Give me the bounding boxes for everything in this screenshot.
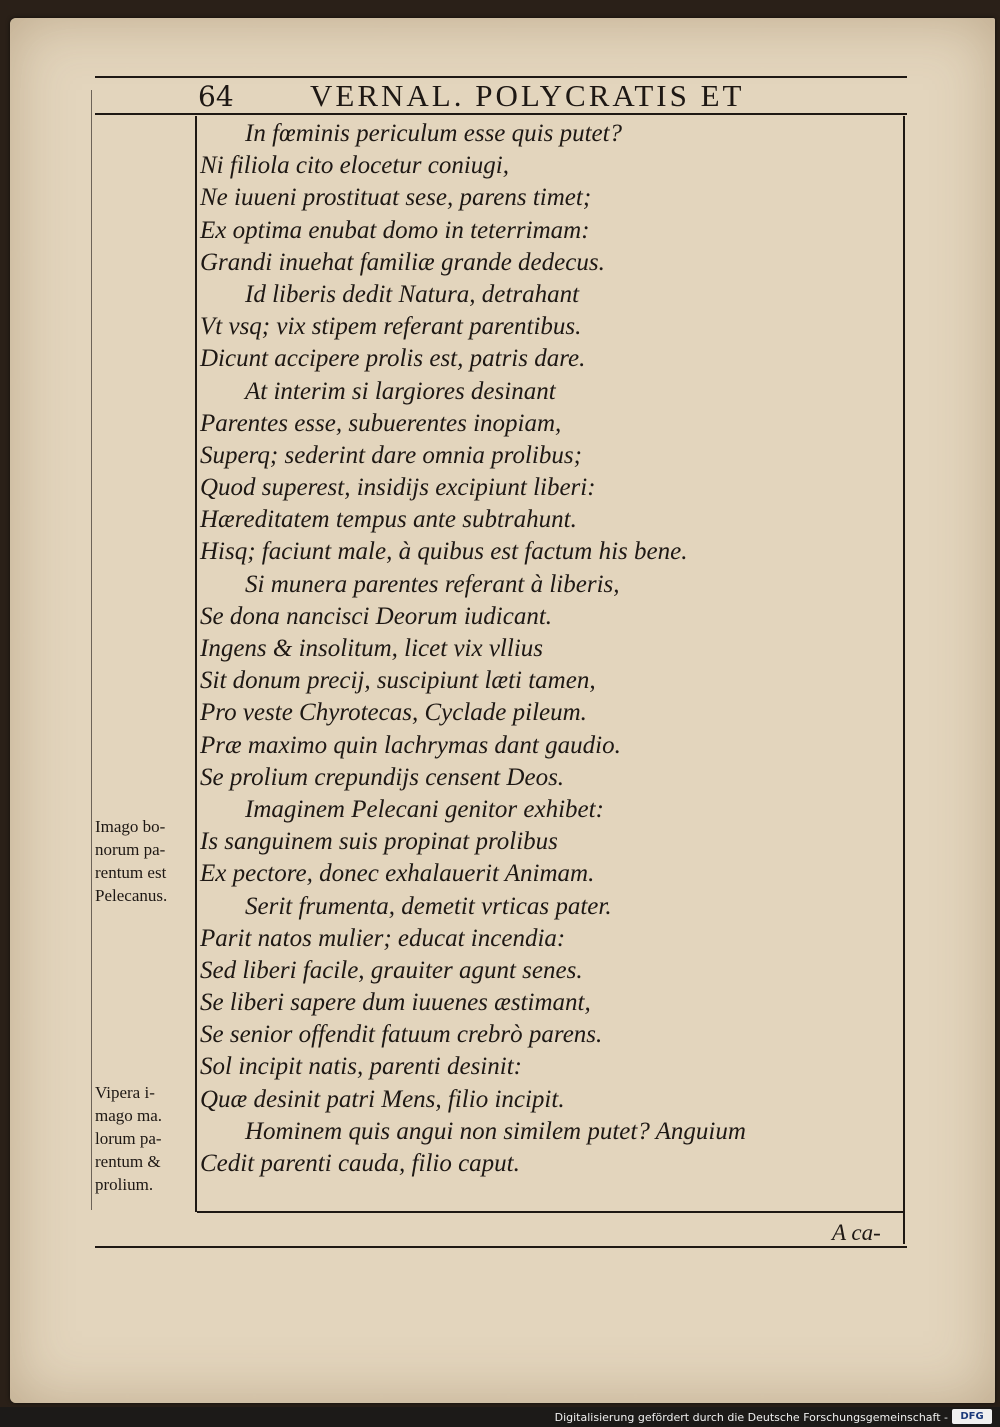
outer-left-rule [91,90,92,1210]
verse-line: Quod superest, insidijs excipiunt liberi: [200,474,596,502]
verse-line: Hominem quis angui non similem putet? Anguium [245,1117,746,1145]
verse-line: Id liberis dedit Natura, detrahant [245,280,580,308]
verse-line: Se dona nancisci Deorum iudicant. [200,602,553,630]
verse-line: Serit frumenta, demetit vrticas pater. [245,892,612,920]
verse-text [200,118,900,1180]
verse-line: Vt vsq; vix stipem referant parentibus. [200,313,582,341]
margin-note-line: rentum & [95,1152,161,1171]
verse-line: Sed liberi facile, grauiter agunt senes. [200,956,583,984]
margin-note-line: Vipera i- [95,1083,155,1102]
verse-line: Cedit parenti cauda, filio caput. [200,1150,520,1177]
verse-line: Ingens & insolitum, licet vix vllius [200,635,543,662]
verse-line: Imaginem Pelecani genitor exhibet: [245,795,604,823]
margin-note-line: norum pa- [95,840,166,859]
verse-line: Si munera parentes referant à liberis, [245,570,620,598]
verse-line: Se prolium crepundijs censent Deos. [200,763,565,791]
verse-line: Pro veste Chyrotecas, Cyclade pileum. [200,699,587,727]
verse-line: Hisq; faciunt male, à quibus est factum his bene. [200,538,688,566]
catchword: A ca- [832,1220,881,1245]
margin-note-line: prolium. [95,1175,154,1194]
page-number: 64 [198,80,234,113]
verse-line: Parentes esse, subuerentes inopiam, [200,409,562,437]
verse-line: Grandi inuehat familiæ grande dedecus. [200,248,605,276]
footer-credit: Digitalisierung gefördert durch die Deutsche Forschungsgemeinschaft - [554,1411,948,1424]
verse-line: Quæ desinit patri Mens, filio incipit. [200,1085,565,1113]
margin-note-line: Pelecanus. [95,886,168,905]
dfg-logo: DFG [952,1409,992,1424]
margin-note-line: Imago bo- [95,817,166,836]
margin-note-line: lorum pa- [95,1129,162,1148]
verse-line: Sit donum precij, suscipiunt læti tamen, [200,667,596,695]
footer-rule [95,1246,907,1248]
verse-line: Ex optima enubat domo in teterrimam: [200,216,590,244]
verse-line: Se senior offendit fatuum crebrò parens. [200,1021,603,1049]
verse-line: Præ maximo quin lachrymas dant gaudio. [200,731,621,759]
margin-note-vipera [95,1081,205,1196]
verse-line: Se liberi sapere dum iuuenes æstimant, [200,989,591,1017]
verse-line: Ne iuueni prostituat sese, parens timet; [200,184,592,212]
frame-left-rule [195,116,197,1212]
verse-line: Superq; sederint dare omnia prolibus; [200,441,582,469]
verse-line: In fœminis periculum esse quis putet? [245,120,623,147]
margin-note-line: mago ma. [95,1106,163,1125]
verse-line: Is sanguinem suis propinat prolibus [200,828,558,856]
margin-note-pelecanus [95,815,205,907]
verse-line: Sol incipit natis, parenti desinit: [200,1053,522,1081]
running-title: VERNAL. POLYCRATIS ET [310,78,745,113]
verse-line: Hæreditatem tempus ante subtrahunt. [200,506,577,534]
verse-line: Ni filiola cito elocetur coniugi, [200,152,509,180]
text-bottom-rule [197,1211,903,1213]
margin-note-line: rentum est [95,863,167,882]
verse-line: Ex pectore, donec exhalauerit Animam. [200,860,595,888]
verse-line: Parit natos mulier; educat incendia: [200,924,566,952]
verse-line: Dicunt accipere prolis est, patris dare. [200,345,586,373]
verse-line: At interim si largiores desinant [245,377,556,405]
frame-right-rule [903,116,905,1244]
